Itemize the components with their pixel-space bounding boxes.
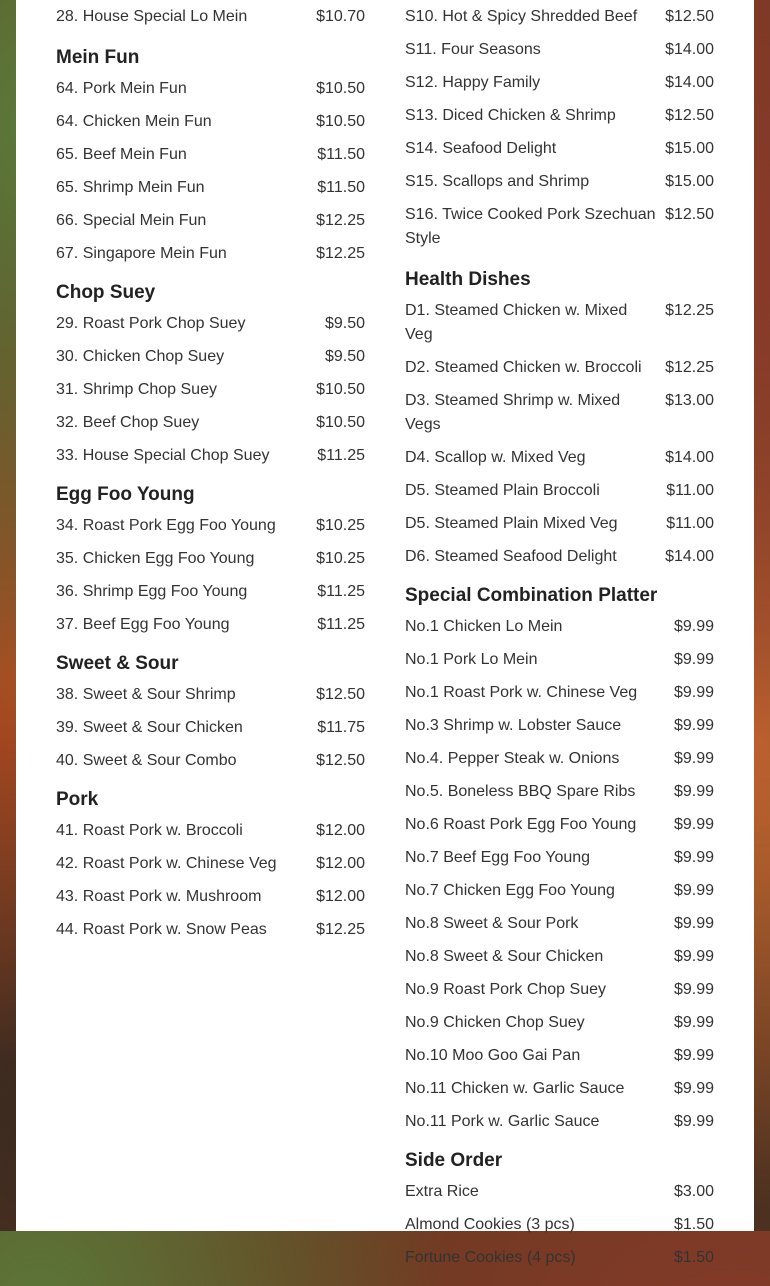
menu-item[interactable]	[405, 1077, 714, 1101]
menu-item[interactable]	[405, 681, 714, 705]
menu-item[interactable]	[405, 71, 714, 95]
menu-item-name: No.11 Pork w. Garlic Sauce	[405, 1113, 600, 1130]
menu-item[interactable]	[56, 547, 365, 571]
menu-item-price: $12.00	[316, 855, 365, 872]
menu-item[interactable]	[405, 356, 714, 380]
section-title: Pork	[56, 789, 99, 810]
menu-item-price: $12.50	[665, 107, 714, 124]
menu-item[interactable]	[405, 5, 714, 29]
menu-column-left	[56, 5, 365, 958]
menu-item[interactable]	[56, 514, 365, 538]
menu-item[interactable]	[56, 580, 365, 604]
menu-item-name: S10. Hot & Spicy Shredded Beef	[405, 8, 638, 25]
menu-item-name: 38. Sweet & Sour Shrimp	[56, 686, 236, 703]
menu-item-name: No.7 Beef Egg Foo Young	[405, 849, 591, 866]
menu-item-name: D2. Steamed Chicken w. Broccoli	[405, 359, 642, 376]
menu-item-name: No.1 Roast Pork w. Chinese Veg	[405, 684, 638, 701]
menu-item-name: 32. Beef Chop Suey	[56, 414, 200, 431]
menu-item-name: 64. Pork Mein Fun	[56, 80, 187, 97]
menu-item[interactable]	[405, 879, 714, 903]
menu-item-name: No.5. Boneless BBQ Spare Ribs	[405, 783, 636, 800]
menu-item-name: S13. Diced Chicken & Shrimp	[405, 107, 616, 124]
menu-item[interactable]	[56, 345, 365, 369]
menu-item-name: S12. Happy Family	[405, 74, 541, 91]
menu-section-side-order	[405, 1150, 714, 1270]
menu-item-price: $9.99	[673, 882, 714, 899]
menu-item-name: D5. Steamed Plain Mixed Veg	[405, 515, 618, 532]
menu-item-name: No.9 Chicken Chop Suey	[405, 1014, 585, 1031]
menu-item[interactable]	[405, 1180, 714, 1204]
menu-item-name: D1. Steamed Chicken w. Mixed Veg	[405, 302, 628, 343]
menu-item-price: $10.70	[316, 8, 365, 25]
menu-item-name: 65. Beef Mein Fun	[56, 146, 187, 163]
menu-item-name: D3. Steamed Shrimp w. Mixed Vegs	[405, 392, 621, 433]
menu-item-name: 29. Roast Pork Chop Suey	[56, 315, 246, 332]
menu-item-price: $11.50	[317, 179, 365, 196]
menu-item[interactable]	[56, 378, 365, 402]
section-title: Egg Foo Young	[56, 484, 195, 505]
menu-item-name: No.11 Chicken w. Garlic Sauce	[405, 1080, 625, 1097]
menu-item-name: No.8 Sweet & Sour Pork	[405, 915, 579, 932]
menu-item[interactable]	[405, 615, 714, 639]
menu-item-name: No.10 Moo Goo Gai Pan	[405, 1047, 581, 1064]
menu-item-name: 39. Sweet & Sour Chicken	[56, 719, 243, 736]
menu-item[interactable]	[405, 446, 714, 470]
menu-item-price: $9.99	[673, 1014, 714, 1031]
menu-item-price: $12.25	[316, 921, 365, 938]
menu-item[interactable]	[405, 203, 714, 251]
menu-section-chop-suey	[56, 282, 365, 468]
menu-item-price: $11.25	[317, 616, 365, 633]
menu-item-name: D4. Scallop w. Mixed Veg	[405, 449, 586, 466]
menu-item-price: $12.50	[665, 206, 714, 223]
menu-section-sweet-sour	[56, 653, 365, 773]
menu-item-price: $9.99	[673, 981, 714, 998]
menu-item[interactable]	[405, 545, 714, 569]
menu-item-name: No.1 Chicken Lo Mein	[405, 618, 563, 635]
menu-section-combination-platter	[405, 585, 714, 1134]
menu-item[interactable]	[405, 1044, 714, 1068]
menu-item[interactable]	[405, 104, 714, 128]
menu-item-name: No.4. Pepper Steak w. Onions	[405, 750, 620, 767]
menu-item-name: 34. Roast Pork Egg Foo Young	[56, 517, 276, 534]
menu-item[interactable]	[405, 299, 714, 347]
menu-item-name: 44. Roast Pork w. Snow Peas	[56, 921, 267, 938]
menu-item-name: No.6 Roast Pork Egg Foo Young	[405, 816, 637, 833]
menu-item-name: S16. Twice Cooked Pork Szechuan Style	[405, 206, 656, 247]
menu-item-name: 65. Shrimp Mein Fun	[56, 179, 205, 196]
menu-item-name: 35. Chicken Egg Foo Young	[56, 550, 255, 567]
menu-item-price: $14.00	[665, 548, 714, 565]
menu-item[interactable]	[56, 444, 365, 468]
menu-section-pork	[56, 789, 365, 942]
menu-item-price: $12.25	[665, 359, 714, 376]
menu-item-name: Fortune Cookies (4 pcs)	[405, 1249, 576, 1266]
section-title: Sweet & Sour	[56, 653, 179, 674]
menu-item-name: D6. Steamed Seafood Delight	[405, 548, 617, 565]
menu-item[interactable]	[405, 912, 714, 936]
menu-item-price: $15.00	[665, 173, 714, 190]
menu-item-price: $12.50	[316, 686, 365, 703]
menu-item[interactable]	[56, 683, 365, 707]
menu-item[interactable]	[405, 978, 714, 1002]
menu-item-price: $9.99	[673, 783, 714, 800]
menu-item-name: S14. Seafood Delight	[405, 140, 557, 157]
menu-item-price: $11.25	[317, 583, 365, 600]
menu-item-price: $10.50	[316, 414, 365, 431]
menu-item-price: $12.25	[665, 302, 714, 319]
menu-item[interactable]	[405, 389, 714, 437]
menu-item-name: 64. Chicken Mein Fun	[56, 113, 212, 130]
menu-item-name: No.1 Pork Lo Mein	[405, 651, 538, 668]
menu-item-price: $1.50	[673, 1249, 714, 1266]
menu-section-continued	[56, 5, 365, 29]
menu-item-price: $3.00	[673, 1183, 714, 1200]
menu-item-price: $11.50	[317, 146, 365, 163]
menu-item-name: 33. House Special Chop Suey	[56, 447, 270, 464]
menu-item[interactable]	[56, 176, 365, 200]
menu-column-right	[405, 5, 714, 1286]
section-title: Chop Suey	[56, 282, 156, 303]
menu-item-name: Extra Rice	[405, 1183, 479, 1200]
menu-item-price: $14.00	[665, 41, 714, 58]
menu-item[interactable]	[405, 846, 714, 870]
menu-item-name: 66. Special Mein Fun	[56, 212, 207, 229]
menu-item-name: 28. House Special Lo Mein	[56, 8, 248, 25]
menu-item-name: 30. Chicken Chop Suey	[56, 348, 225, 365]
menu-item-name: No.8 Sweet & Sour Chicken	[405, 948, 604, 965]
menu-item[interactable]	[56, 852, 365, 876]
menu-item[interactable]	[56, 242, 365, 266]
menu-item-price: $13.00	[665, 392, 714, 409]
menu-item[interactable]	[405, 512, 714, 536]
menu-item[interactable]	[405, 170, 714, 194]
menu-item-price: $1.50	[673, 1216, 714, 1233]
menu-item-price: $9.99	[673, 849, 714, 866]
menu-item-name: 37. Beef Egg Foo Young	[56, 616, 230, 633]
menu-item-price: $9.99	[673, 1113, 714, 1130]
menu-item-name: 42. Roast Pork w. Chinese Veg	[56, 855, 277, 872]
menu-item-price: $10.50	[316, 80, 365, 97]
section-title: Health Dishes	[405, 269, 531, 290]
menu-item-price: $9.99	[673, 1080, 714, 1097]
menu-item-price: $9.50	[324, 348, 365, 365]
menu-item-price: $12.50	[665, 8, 714, 25]
menu-section-continued	[405, 5, 714, 251]
menu-item-name: 43. Roast Pork w. Mushroom	[56, 888, 262, 905]
menu-item[interactable]	[405, 714, 714, 738]
menu-item-price: $9.99	[673, 651, 714, 668]
menu-item[interactable]	[56, 749, 365, 773]
menu-item-price: $14.00	[665, 74, 714, 91]
menu-item[interactable]	[405, 137, 714, 161]
menu-item-name: 36. Shrimp Egg Foo Young	[56, 583, 248, 600]
menu-item-price: $9.99	[673, 717, 714, 734]
menu-item[interactable]	[56, 918, 365, 942]
menu-item-price: $11.25	[317, 447, 365, 464]
menu-item[interactable]	[405, 479, 714, 503]
menu-item[interactable]	[405, 813, 714, 837]
menu-item[interactable]	[56, 110, 365, 134]
menu-item[interactable]	[405, 1246, 714, 1270]
menu-item-name: D5. Steamed Plain Broccoli	[405, 482, 600, 499]
menu-item[interactable]	[56, 819, 365, 843]
menu-item-price: $12.00	[316, 822, 365, 839]
menu-section-health-dishes	[405, 269, 714, 569]
menu-item[interactable]	[405, 648, 714, 672]
menu-item-price: $10.25	[316, 517, 365, 534]
menu-item[interactable]	[56, 312, 365, 336]
menu-item-price: $11.75	[317, 719, 365, 736]
menu-item-price: $10.50	[316, 113, 365, 130]
menu-item[interactable]	[56, 209, 365, 233]
menu-item-price: $9.99	[673, 618, 714, 635]
menu-item[interactable]	[405, 38, 714, 62]
section-title: Mein Fun	[56, 47, 140, 68]
menu-item-price: $12.50	[316, 752, 365, 769]
menu-item-price: $11.00	[666, 482, 714, 499]
menu-item[interactable]	[405, 780, 714, 804]
menu-item[interactable]	[56, 885, 365, 909]
menu-item-price: $12.00	[316, 888, 365, 905]
menu-item[interactable]	[56, 613, 365, 637]
menu-item[interactable]	[56, 716, 365, 740]
menu-item-price: $9.99	[673, 1047, 714, 1064]
menu-item-price: $11.00	[666, 515, 714, 532]
menu-item-name: 67. Singapore Mein Fun	[56, 245, 227, 262]
menu-item-name: 41. Roast Pork w. Broccoli	[56, 822, 243, 839]
menu-item-price: $9.99	[673, 915, 714, 932]
section-title: Side Order	[405, 1150, 503, 1171]
menu-item-price: $10.50	[316, 381, 365, 398]
menu-item[interactable]	[405, 747, 714, 771]
menu-panel	[16, 0, 754, 1266]
menu-item-price: $12.25	[316, 212, 365, 229]
menu-item-name: Almond Cookies (3 pcs)	[405, 1216, 575, 1233]
menu-item-name: 31. Shrimp Chop Suey	[56, 381, 217, 398]
menu-item[interactable]	[405, 945, 714, 969]
menu-item-price: $14.00	[665, 449, 714, 466]
menu-item-price: $9.99	[673, 684, 714, 701]
menu-item[interactable]	[56, 411, 365, 435]
menu-item-price: $10.25	[316, 550, 365, 567]
menu-item-name: S15. Scallops and Shrimp	[405, 173, 590, 190]
menu-item[interactable]	[56, 5, 365, 29]
menu-item-name: S11. Four Seasons	[405, 41, 541, 58]
menu-item[interactable]	[405, 1110, 714, 1134]
menu-item[interactable]	[56, 77, 365, 101]
menu-item-name: No.7 Chicken Egg Foo Young	[405, 882, 615, 899]
menu-item-name: 40. Sweet & Sour Combo	[56, 752, 237, 769]
menu-item-price: $12.25	[316, 245, 365, 262]
menu-item[interactable]	[56, 143, 365, 167]
menu-item-name: No.3 Shrimp w. Lobster Sauce	[405, 717, 622, 734]
menu-item-price: $9.99	[673, 948, 714, 965]
section-title: Special Combination Platter	[405, 585, 658, 606]
menu-item-price: $9.50	[324, 315, 365, 332]
menu-item-price: $9.99	[673, 750, 714, 767]
menu-item-name: No.9 Roast Pork Chop Suey	[405, 981, 606, 998]
menu-item-price: $9.99	[673, 816, 714, 833]
menu-item-price: $15.00	[665, 140, 714, 157]
menu-item[interactable]	[405, 1011, 714, 1035]
menu-section-mein-fun	[56, 47, 365, 266]
menu-section-egg-foo-young	[56, 484, 365, 637]
menu-item[interactable]	[405, 1213, 714, 1237]
